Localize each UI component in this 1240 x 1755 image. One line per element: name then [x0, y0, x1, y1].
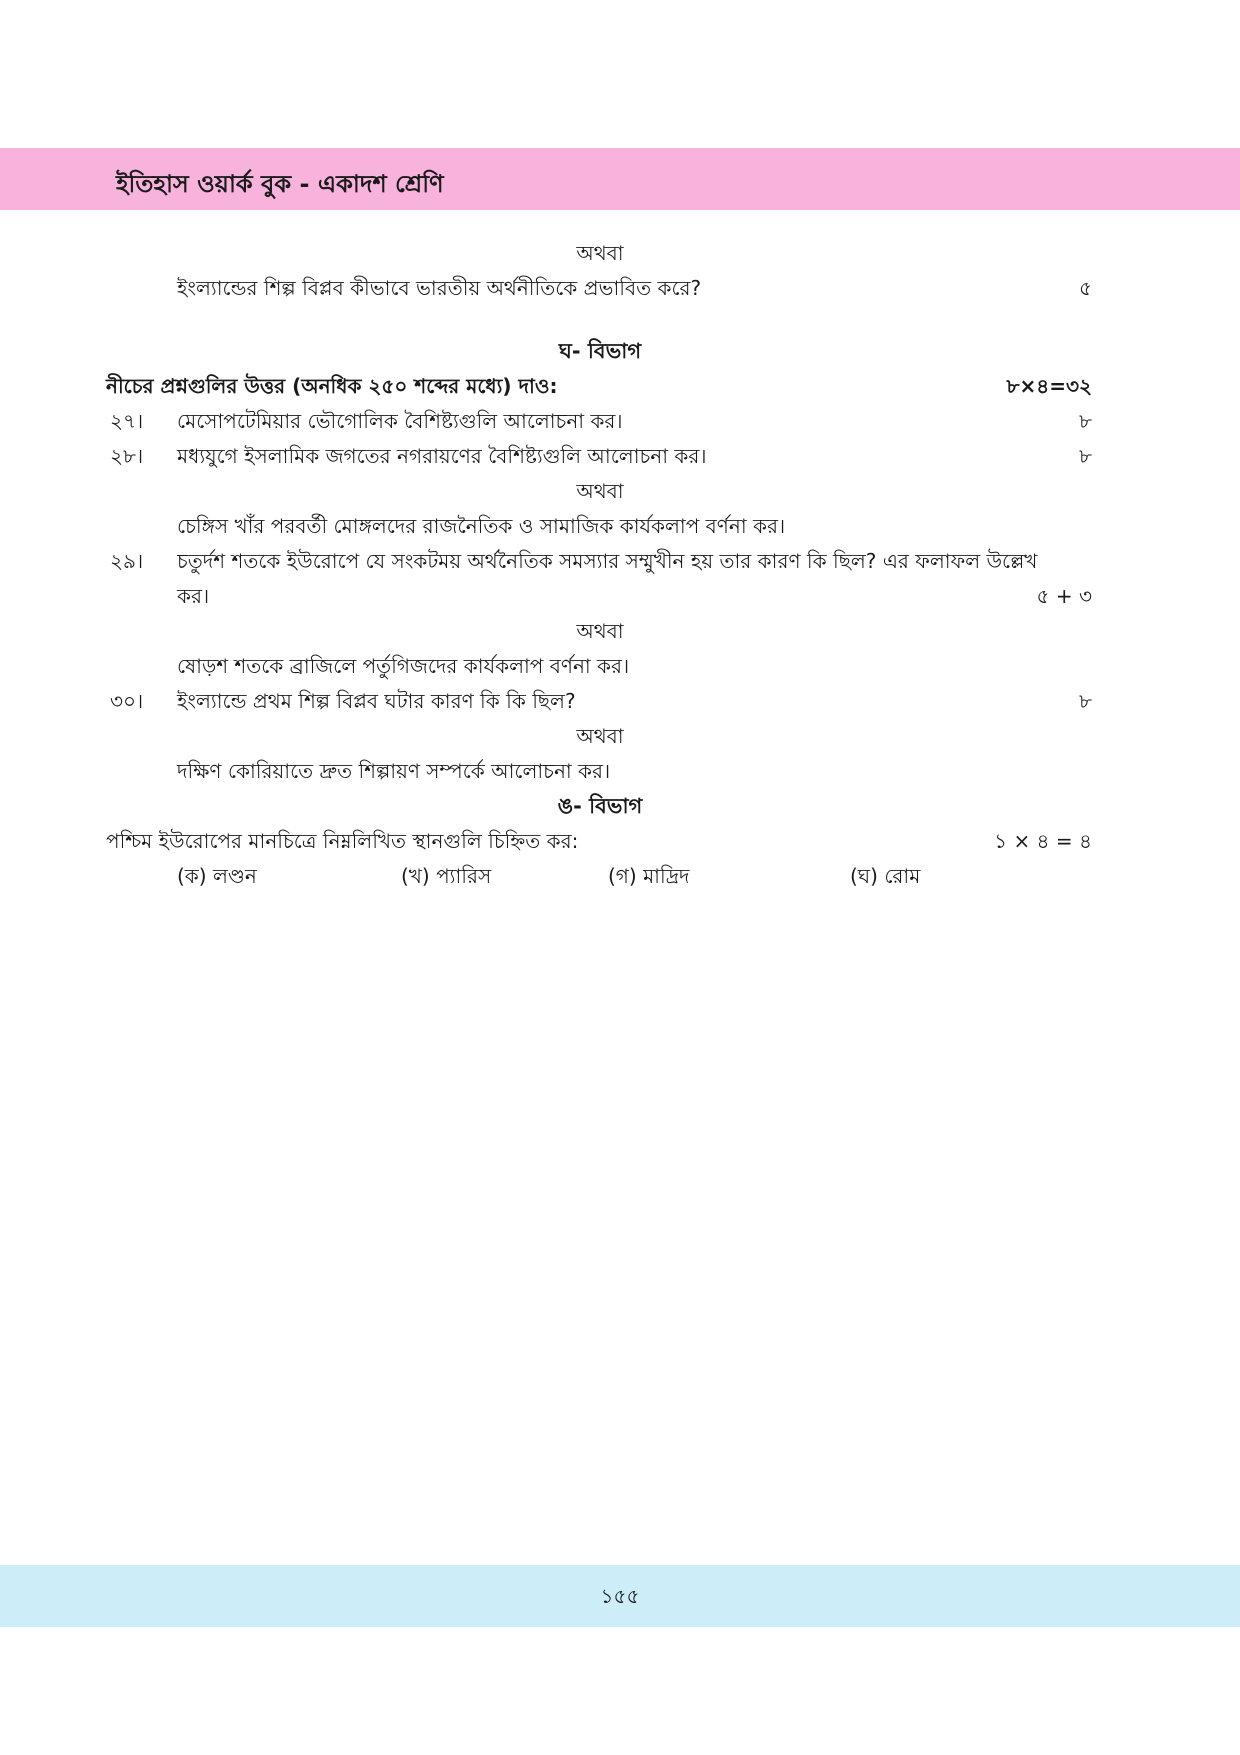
question-number: ২৮। — [110, 444, 144, 468]
section-heading-gha: ঘ- বিভাগ — [558, 339, 642, 363]
or-label: অথবা — [576, 479, 624, 503]
question-28 — [0, 439, 1240, 474]
page-header-title: ইতিহাস ওয়ার্ক বুক - একাদশ শ্রেণি — [116, 170, 444, 198]
question-text-continued: কর। — [177, 584, 210, 608]
instruction-marks: ১ × ৪ = ৪ — [994, 829, 1092, 853]
question-27 — [0, 404, 1240, 439]
question-30-alt — [0, 754, 1240, 789]
places-list — [0, 859, 1240, 894]
question-text: মেসোপটেমিয়ার ভৌগোলিক বৈশিষ্ট্যগুলি আলোচনা কর। — [177, 409, 623, 433]
question-marks: ৮ — [1079, 444, 1092, 468]
alternative-question-text: চেঙ্গিস খাঁর পরবর্তী মোঙ্গলদের রাজনৈতিক ও সামাজিক কার্যকলাপ বর্ণনা কর। — [177, 514, 786, 538]
place-item: (ঘ) রোম — [850, 864, 921, 888]
place-item: (ক) লণ্ডন — [177, 864, 257, 888]
instruction-text: পশ্চিম ইউরোপের মানচিত্রে নিম্নলিখিত স্থানগুলি চিহ্নিত কর: — [106, 829, 579, 853]
question-text: মধ্যযুগে ইসলামিক জগতের নগরায়ণের বৈশিষ্ট্যগুলি আলোচনা কর। — [177, 444, 707, 468]
question-number: ২৯। — [110, 549, 144, 573]
map-instruction — [0, 824, 1240, 859]
alternative-question-text: দক্ষিণ কোরিয়াতে দ্রুত শিল্পায়ণ সম্পর্কে আলোচনা কর। — [177, 759, 611, 783]
question-marks: ৫ + ৩ — [1036, 584, 1092, 608]
place-item: (খ) প্যারিস — [401, 864, 492, 888]
question-line — [0, 271, 1240, 306]
page-content — [0, 236, 1240, 894]
or-label: অথবা — [576, 241, 624, 265]
question-29-alt — [0, 649, 1240, 684]
question-30 — [0, 684, 1240, 719]
question-marks: ৮ — [1079, 409, 1092, 433]
question-number: ২৭। — [110, 409, 144, 433]
page-number: ১৫৫ — [600, 1584, 640, 1608]
question-text: ইংল্যান্ডের শিল্প বিপ্লব কীভাবে ভারতীয় অর্থনীতিকে প্রভাবিত করে? — [177, 276, 702, 300]
question-marks: ৮ — [1079, 689, 1092, 713]
question-number: ৩০। — [110, 689, 144, 713]
alternative-question-text: ষোড়শ শতকে ব্রাজিলে পর্তুগিজদের কার্যকলাপ বর্ণনা কর। — [177, 654, 630, 678]
question-marks: ৫ — [1079, 276, 1092, 300]
instruction-text: নীচের প্রশ্নগুলির উত্তর (অনধিক ২৫০ শব্দের মধ্যে) দাও: — [106, 374, 558, 398]
section-heading-umo: ঙ- বিভাগ — [557, 794, 643, 818]
or-label: অথবা — [576, 724, 624, 748]
place-item: (গ) মাদ্রিদ — [608, 864, 690, 888]
question-text: ইংল্যান্ডে প্রথম শিল্প বিপ্লব ঘটার কারণ কি কি ছিল? — [177, 689, 576, 713]
instruction-marks: ৮×৪=৩২ — [1006, 374, 1092, 398]
question-29 — [0, 544, 1240, 579]
or-label: অথবা — [576, 619, 624, 643]
question-28-alt — [0, 509, 1240, 544]
question-29-cont — [0, 579, 1240, 614]
question-text: চতুর্দশ শতকে ইউরোপে যে সংকটময় অর্থনৈতিক সমস্যার সম্মুখীন হয় তার কারণ কি ছিল? এর ফলাফল উল্লেখ — [177, 549, 1038, 573]
section-instruction — [0, 369, 1240, 404]
